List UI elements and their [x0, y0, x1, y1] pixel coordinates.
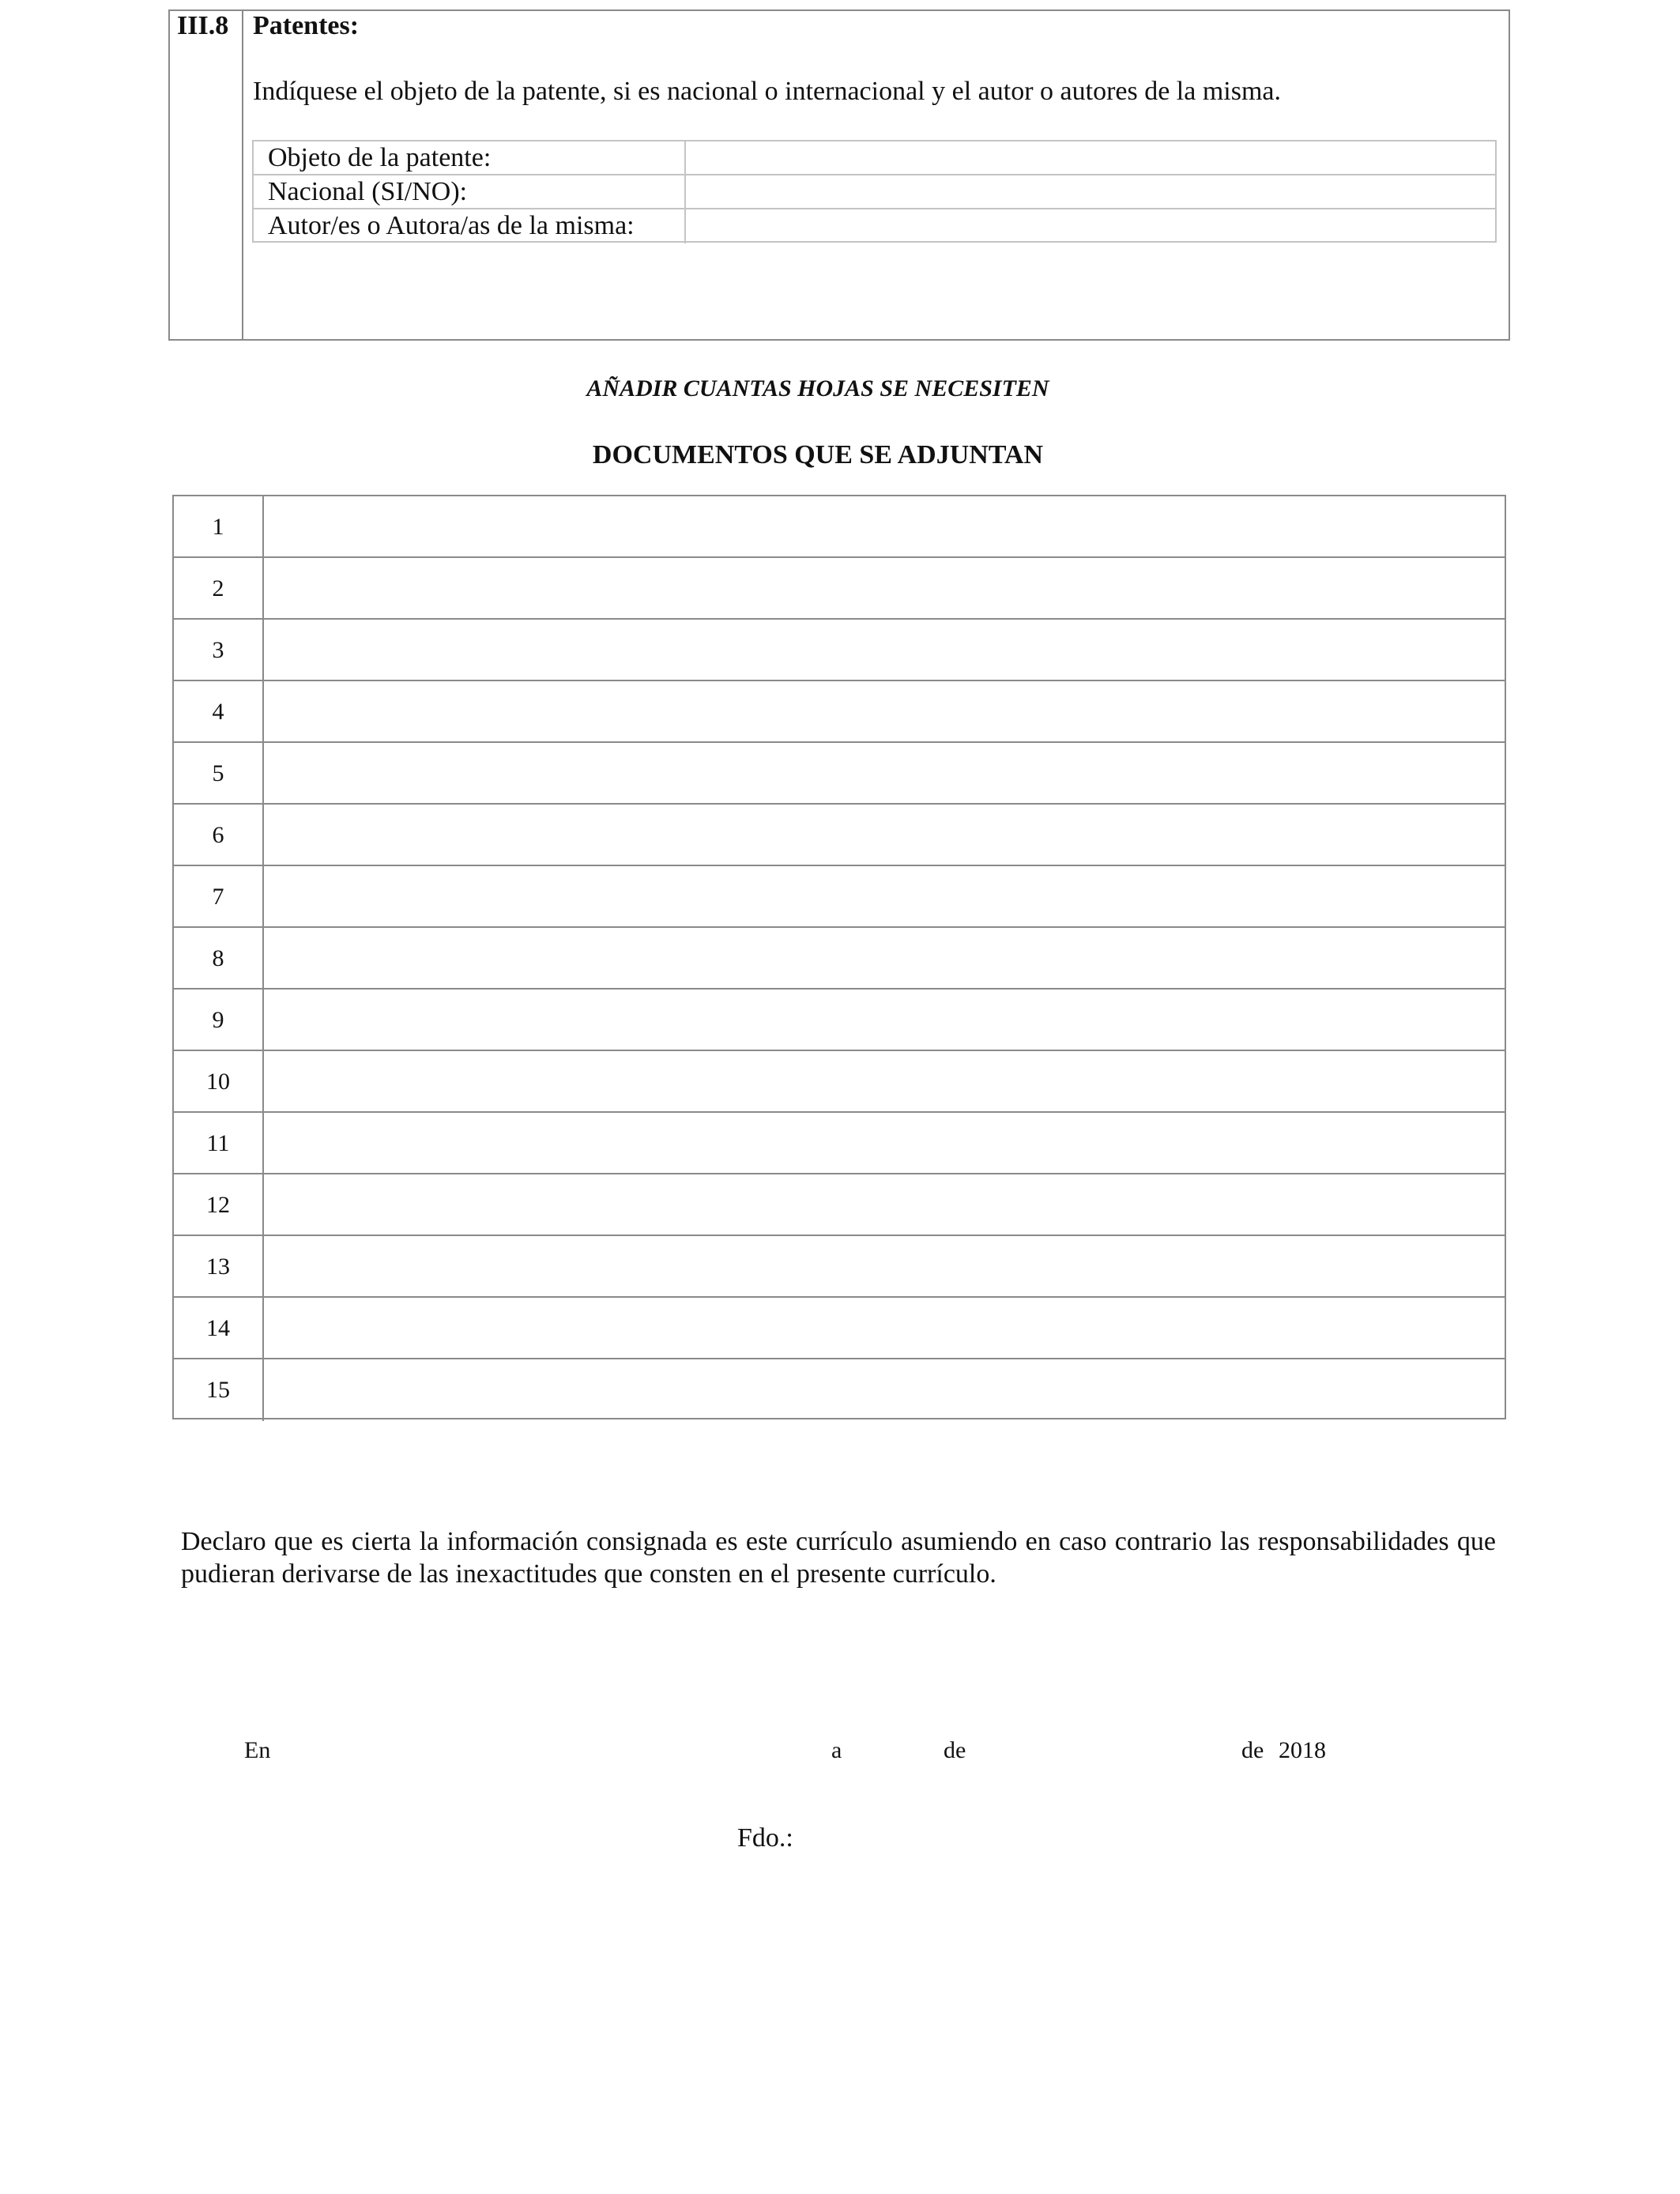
document-row — [174, 743, 1505, 805]
document-row-number: 4 — [212, 699, 224, 725]
patent-row-object — [254, 141, 1495, 175]
section-number: III.8 — [177, 11, 229, 40]
document-entry-field[interactable] — [262, 1113, 1505, 1173]
section-number-divider — [242, 9, 243, 341]
patent-national-field[interactable] — [684, 175, 1495, 208]
document-row — [174, 496, 1505, 558]
document-row-number: 11 — [206, 1130, 230, 1156]
document-row-number: 2 — [212, 575, 224, 601]
document-row-number: 12 — [206, 1192, 230, 1218]
document-row — [174, 1113, 1505, 1174]
document-entry-field[interactable] — [262, 928, 1505, 988]
document-row — [174, 1236, 1505, 1298]
document-row-number: 14 — [206, 1315, 230, 1341]
document-entry-field[interactable] — [262, 866, 1505, 926]
document-entry-field[interactable] — [262, 1051, 1505, 1111]
signature-place-prefix: En — [244, 1737, 271, 1763]
document-row-number: 3 — [212, 637, 224, 663]
patent-row-national — [254, 175, 1495, 209]
document-entry-field[interactable] — [262, 1359, 1505, 1421]
document-row — [174, 805, 1505, 866]
document-entry-field[interactable] — [262, 1298, 1505, 1358]
document-entry-field[interactable] — [262, 990, 1505, 1050]
declaration-text: Declaro que es cierta la información consignada es este currículo asumiendo en caso contrario las responsabilidades que pudieran derivarse de las inexactitudes que consten en el presente currículo. — [181, 1527, 1496, 1589]
document-row — [174, 928, 1505, 990]
signature-year-prefix: de — [1241, 1737, 1264, 1763]
patent-object-field[interactable] — [684, 141, 1495, 174]
document-row — [174, 1051, 1505, 1113]
section-instruction: Indíquese el objeto de la patente, si es nacional o internacional y el autor o autores de la misma. — [253, 77, 1281, 106]
document-row — [174, 990, 1505, 1051]
signature-day-prefix: a — [831, 1737, 842, 1763]
document-entry-field[interactable] — [262, 743, 1505, 803]
signature-year: 2018 — [1279, 1737, 1326, 1763]
document-entry-field[interactable] — [262, 805, 1505, 865]
document-row-number: 9 — [212, 1007, 224, 1033]
document-row — [174, 1174, 1505, 1236]
signature-fdo-label: Fdo.: — [737, 1823, 793, 1853]
document-row-number: 7 — [212, 884, 224, 910]
document-row — [174, 620, 1505, 681]
add-sheets-note: AÑADIR CUANTAS HOJAS SE NECESITEN — [586, 375, 1049, 401]
document-entry-field[interactable] — [262, 620, 1505, 680]
patent-details-table — [252, 140, 1497, 243]
document-row-number: 5 — [212, 760, 224, 786]
document-row-number: 10 — [206, 1069, 230, 1095]
document-row — [174, 558, 1505, 620]
patent-authors-label: Autor/es o Autora/as de la misma: — [268, 211, 635, 240]
signature-month-prefix: de — [944, 1737, 966, 1763]
document-entry-field[interactable] — [262, 496, 1505, 556]
document-entry-field[interactable] — [262, 1236, 1505, 1296]
document-row — [174, 681, 1505, 743]
patent-authors-field[interactable] — [684, 209, 1495, 243]
document-row-number: 1 — [212, 514, 224, 540]
patent-row-authors — [254, 209, 1495, 243]
document-row-number: 13 — [206, 1253, 230, 1280]
document-entry-field[interactable] — [262, 558, 1505, 618]
documents-table — [172, 495, 1506, 1419]
documents-title: DOCUMENTOS QUE SE ADJUNTAN — [592, 440, 1044, 469]
document-entry-field[interactable] — [262, 1174, 1505, 1235]
document-row — [174, 1359, 1505, 1421]
document-entry-field[interactable] — [262, 681, 1505, 741]
patent-national-label: Nacional (SI/NO): — [268, 177, 468, 206]
document-row — [174, 1298, 1505, 1359]
document-row-number: 15 — [206, 1377, 230, 1403]
patent-object-label: Objeto de la patente: — [268, 143, 492, 172]
section-title: Patentes: — [253, 11, 360, 40]
document-row-number: 8 — [212, 945, 224, 971]
document-row — [174, 866, 1505, 928]
document-row-number: 6 — [212, 822, 224, 848]
